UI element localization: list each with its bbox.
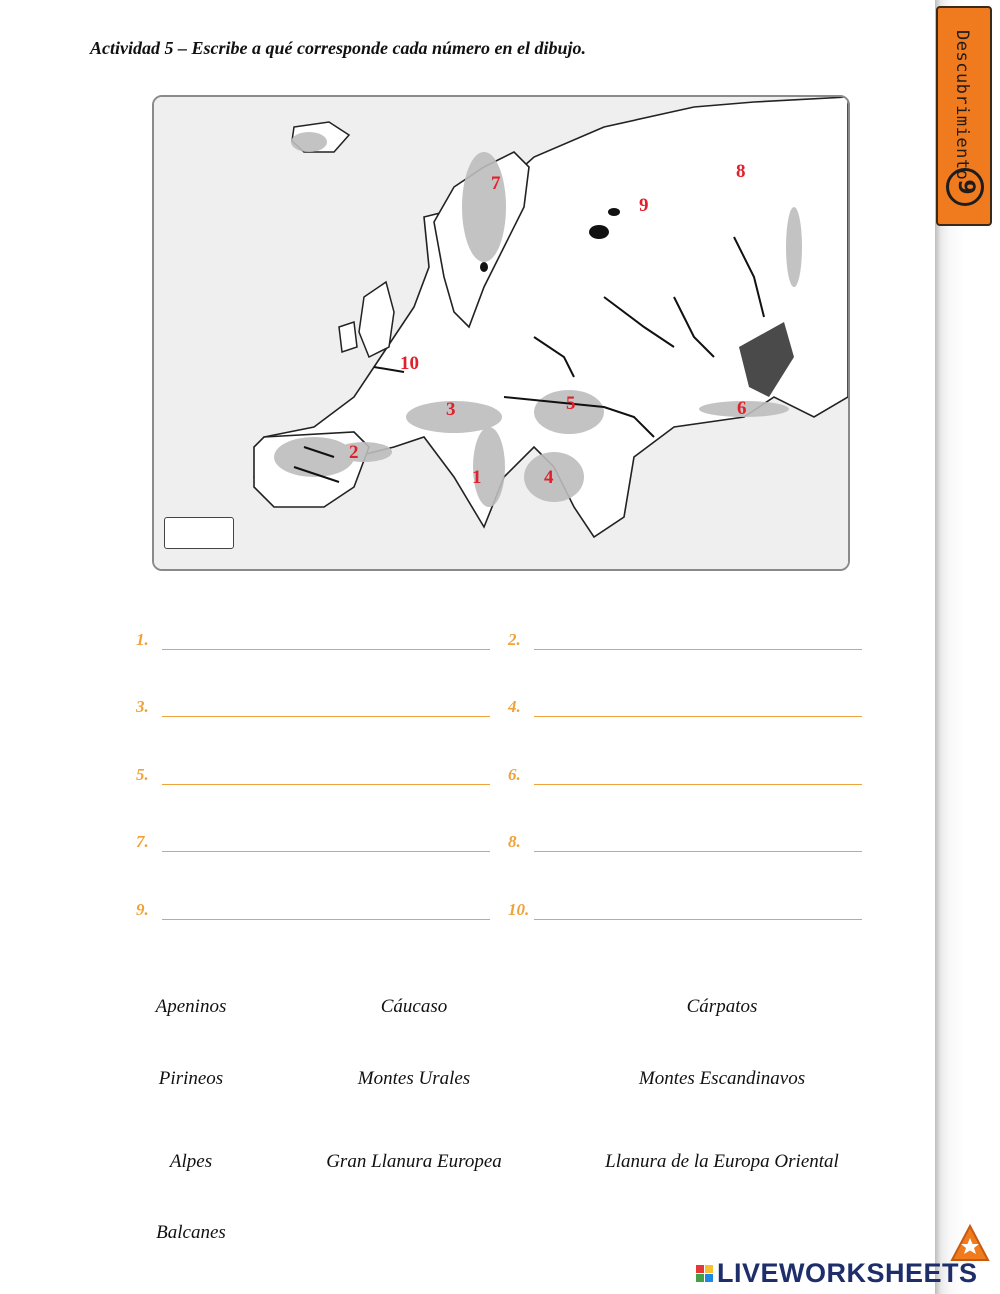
- word-bank-item: Pirineos: [158, 1068, 224, 1089]
- answer-label-6: 6.: [508, 765, 521, 784]
- word-bank-item: Llanura de la Europa Oriental: [605, 1151, 839, 1172]
- answer-line-4[interactable]: [534, 716, 862, 717]
- answer-line-1[interactable]: [162, 649, 490, 650]
- answer-label-10: 10.: [508, 900, 530, 919]
- map-number-8: 8: [736, 161, 746, 182]
- answer-line-8[interactable]: [534, 851, 862, 852]
- map-number-10: 10: [400, 353, 419, 374]
- map-number-4: 4: [544, 467, 554, 488]
- map-number-5: 5: [566, 393, 576, 414]
- word-bank-item: Montes Urales: [357, 1068, 471, 1089]
- canary-islands-inset: [164, 517, 234, 549]
- map-number-6: 6: [737, 398, 747, 419]
- answer-line-9[interactable]: [162, 919, 490, 920]
- answer-label-3: 3.: [136, 697, 149, 716]
- answer-label-4: 4.: [508, 697, 521, 716]
- answer-line-3[interactable]: [162, 716, 490, 717]
- map-number-7: 7: [491, 173, 501, 194]
- word-bank-item: Alpes: [169, 1151, 213, 1172]
- liveworksheets-logo[interactable]: [696, 1258, 978, 1289]
- word-bank-item: Balcanes: [156, 1222, 226, 1243]
- answer-line-7[interactable]: [162, 851, 490, 852]
- logo-text: LIVEWORKSHEETS: [717, 1258, 978, 1288]
- word-bank-item: Cáucaso: [380, 996, 448, 1017]
- chapter-tab-number: 9: [946, 168, 984, 206]
- map-number-3: 3: [446, 399, 456, 420]
- map-number-1: 1: [472, 467, 482, 488]
- chapter-tab: [936, 6, 992, 226]
- activity-title: Actividad 5 – Escribe a qué corresponde cada número en el dibujo.: [90, 38, 586, 58]
- answer-line-5[interactable]: [162, 784, 490, 785]
- logo-grid-icon: [696, 1265, 713, 1282]
- answer-label-8: 8.: [508, 832, 521, 851]
- answer-line-2[interactable]: [534, 649, 862, 650]
- word-bank-item: Apeninos: [155, 996, 227, 1017]
- answer-line-6[interactable]: [534, 784, 862, 785]
- word-bank-item: Cárpatos: [686, 996, 758, 1017]
- answer-label-2: 2.: [508, 630, 521, 649]
- answer-label-9: 9.: [136, 900, 149, 919]
- answer-label-5: 5.: [136, 765, 149, 784]
- answer-label-7: 7.: [136, 832, 149, 851]
- answer-label-1: 1.: [136, 630, 149, 649]
- map-number-9: 9: [639, 195, 649, 216]
- map-number-2: 2: [349, 442, 359, 463]
- word-bank-item: Gran Llanura Europea: [326, 1151, 502, 1172]
- word-bank-item: Montes Escandinavos: [638, 1068, 806, 1089]
- answer-line-10[interactable]: [534, 919, 862, 920]
- europe-relief-map: [152, 95, 850, 571]
- chapter-tab-label: Descubrimiento: [952, 30, 972, 181]
